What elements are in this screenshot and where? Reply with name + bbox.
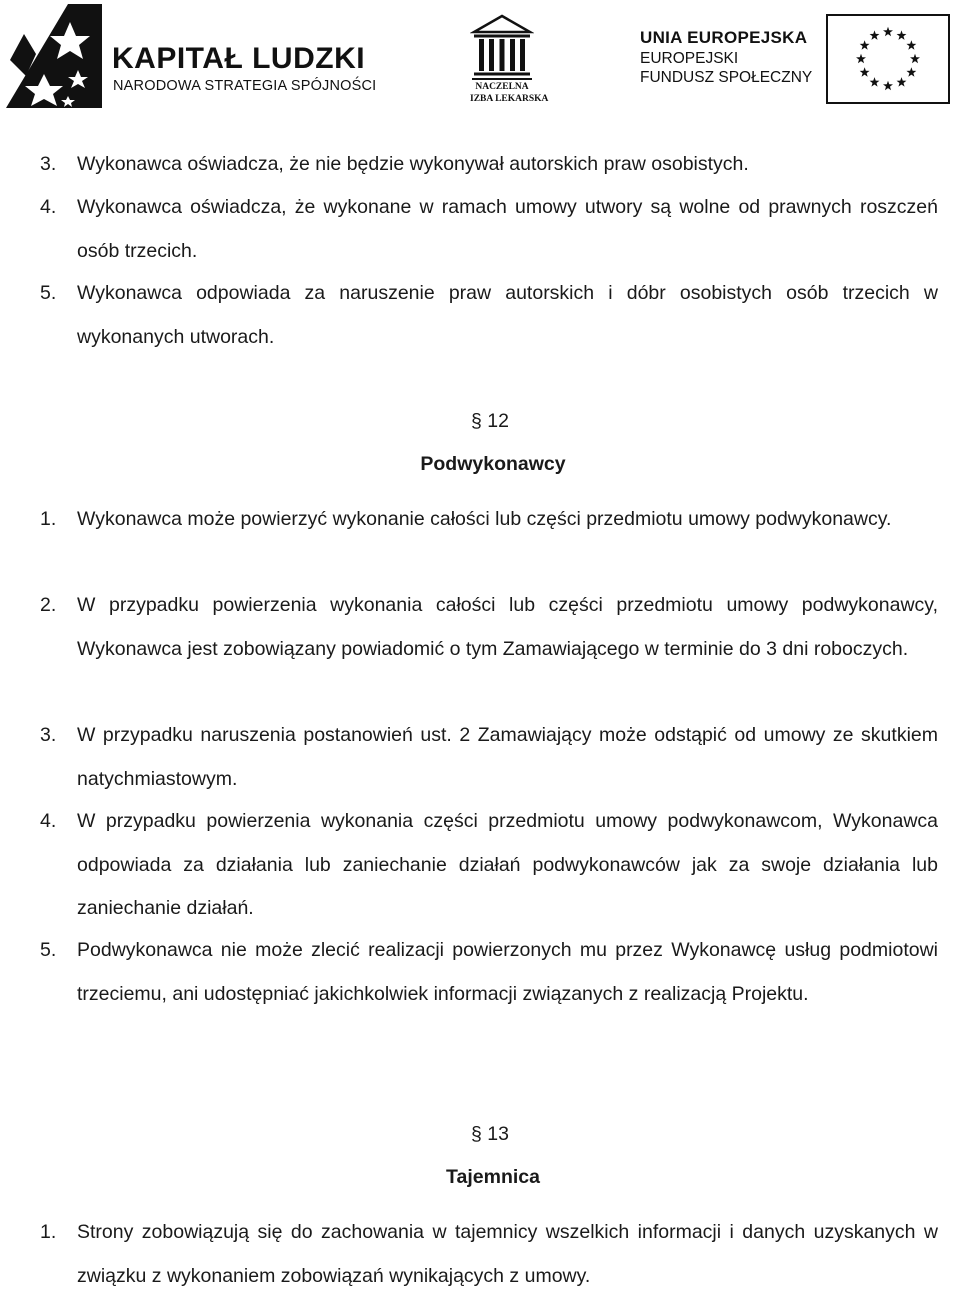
- list-item-number: 5.: [40, 939, 57, 961]
- list-item-number: 1.: [40, 1221, 57, 1243]
- list-item: [40, 143, 938, 187]
- list-item: [40, 186, 938, 273]
- nil-line-1: NACZELNA: [475, 82, 529, 92]
- list-item-number: 5.: [40, 282, 57, 304]
- nil-line-2: IZBA LEKARSKA: [470, 94, 549, 104]
- list-item-number: 4.: [40, 196, 57, 218]
- list-item-number: 4.: [40, 810, 57, 832]
- list-item: [40, 272, 938, 359]
- kapital-ludzki-title: KAPITAŁ LUDZKI: [112, 42, 366, 75]
- ue-line-3: FUNDUSZ SPOŁECZNY: [640, 69, 813, 86]
- list-item-text: W przypadku powierzenia wykonania całości lub części przedmiotu umowy podwykonawcy, Wykonawca jest zobowiązany powiadomić o tym Zamawiającego w terminie do 3 dni roboczych.: [77, 594, 938, 660]
- list-item: [40, 714, 938, 801]
- section-12-title: Podwykonawcy: [420, 453, 566, 475]
- list-item-text: W przypadku naruszenia postanowień ust. 2 Zamawiający może odstąpić od umowy ze skutkiem natychmiastowym.: [77, 724, 938, 790]
- section-12-mark: § 12: [471, 410, 509, 432]
- section-13-title: Tajemnica: [446, 1166, 540, 1188]
- list-item: [40, 929, 938, 1016]
- list-item: [40, 1211, 938, 1298]
- ue-line-1: UNIA EUROPEJSKA: [640, 28, 808, 47]
- list-item: [40, 800, 938, 931]
- list-item-number: 2.: [40, 594, 57, 616]
- list-item: [40, 584, 938, 671]
- section-13-mark: § 13: [471, 1123, 509, 1145]
- list-item-number: 3.: [40, 724, 57, 746]
- list-item-text: Wykonawca może powierzyć wykonanie całości lub części przedmiotu umowy podwykonawcy.: [77, 508, 892, 530]
- list-item-text: Wykonawca odpowiada za naruszenie praw autorskich i dóbr osobistych osób trzecich w wykonanych utworach.: [77, 282, 938, 348]
- list-item-text: Podwykonawca nie może zlecić realizacji powierzonych mu przez Wykonawcę usług podmiotowi trzeciemu, ani udostępniać jakichkolwiek informacji związanych z realizacją Projektu.: [77, 939, 938, 1005]
- list-item: [40, 498, 938, 542]
- list-item-text: Strony zobowiązują się do zachowania w tajemnicy wszelkich informacji i danych uzyskanych w związku z wykonaniem zobowiązań wynikających z umowy.: [77, 1221, 938, 1287]
- list-item-number: 3.: [40, 153, 57, 175]
- list-item-number: 1.: [40, 508, 57, 530]
- list-item-text: W przypadku powierzenia wykonania części przedmiotu umowy podwykonawcom, Wykonawca odpowiada za działania lub zaniechanie działań podwykonawców jak za swoje działania lub zaniechanie działań.: [77, 810, 938, 919]
- ue-line-2: EUROPEJSKI: [640, 50, 739, 67]
- list-item-text: Wykonawca oświadcza, że wykonane w ramach umowy utwory są wolne od prawnych roszczeń osób trzecich.: [77, 196, 938, 262]
- list-item-text: Wykonawca oświadcza, że nie będzie wykonywał autorskich praw osobistych.: [77, 153, 749, 175]
- kapital-ludzki-subtitle: NARODOWA STRATEGIA SPÓJNOŚCI: [113, 78, 377, 94]
